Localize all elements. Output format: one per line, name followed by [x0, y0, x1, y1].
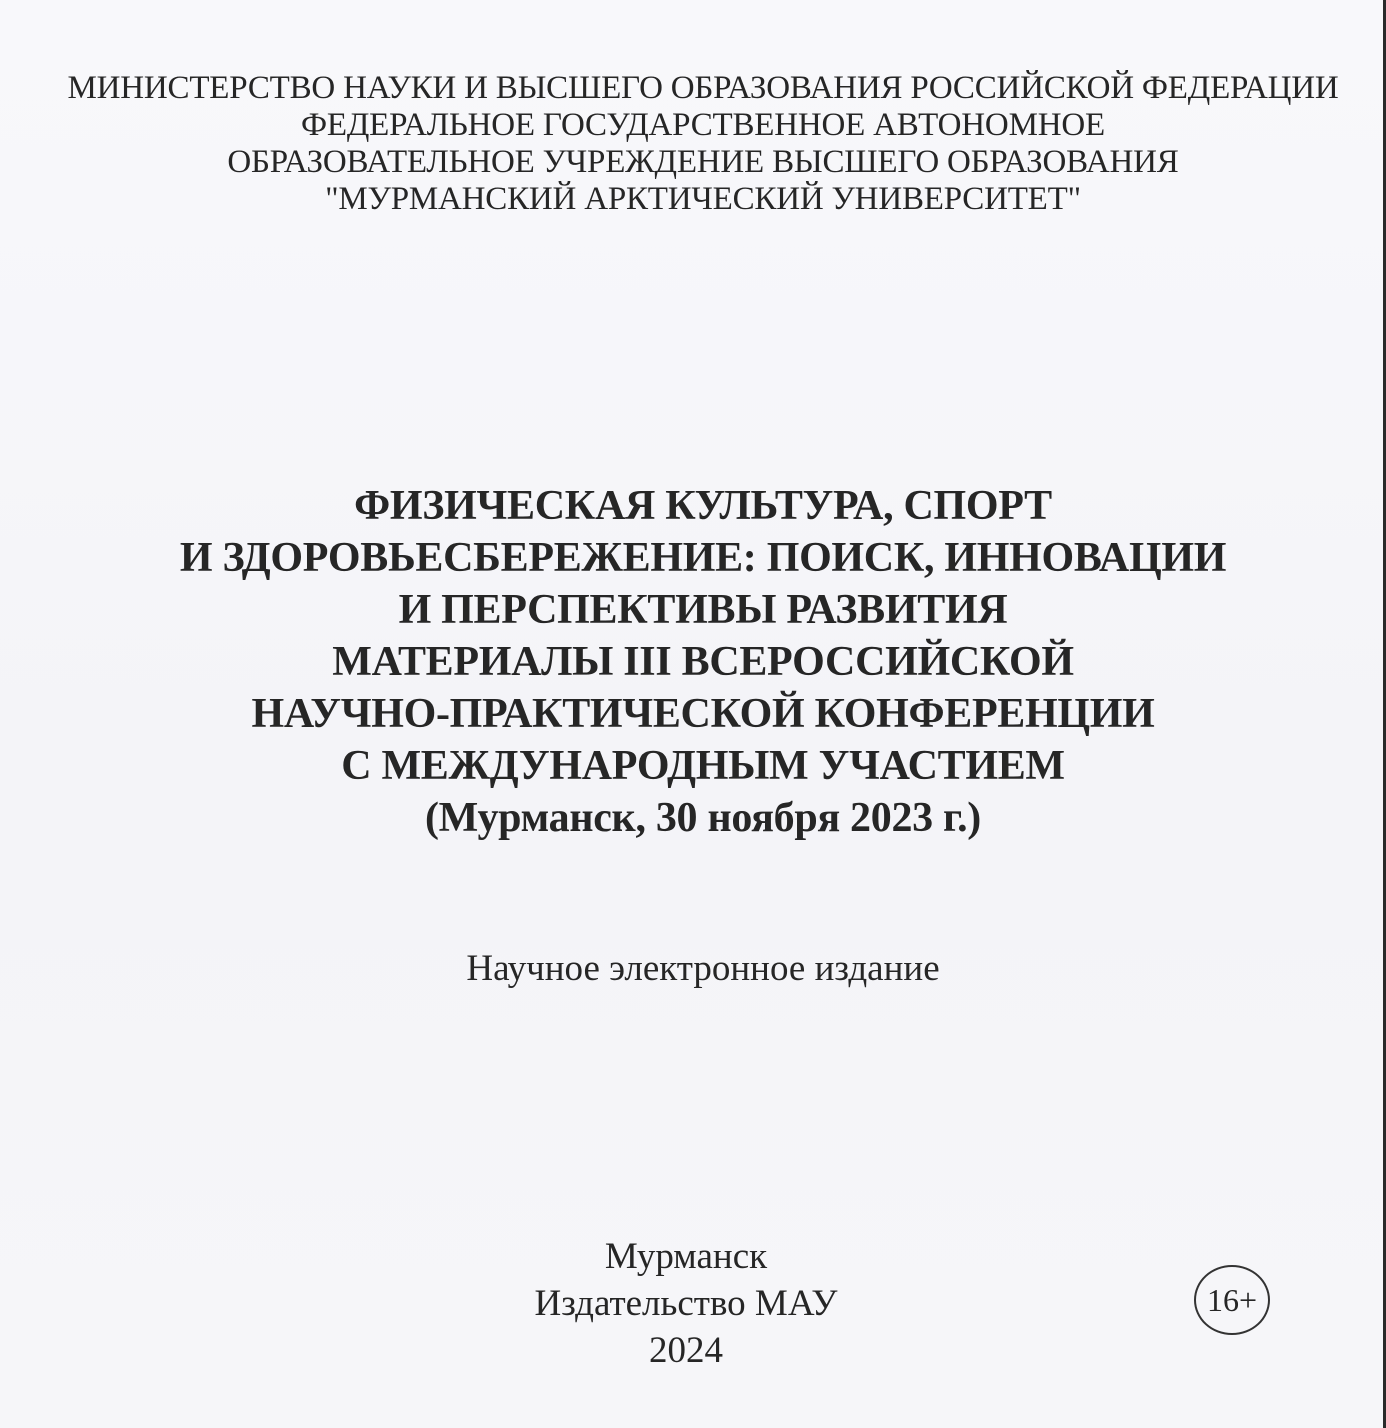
title-line-2: И ЗДОРОВЬЕСБЕРЕЖЕНИЕ: ПОИСК, ИННОВАЦИИ — [179, 535, 1227, 581]
imprint-year: 2024 — [649, 1330, 723, 1371]
publication-title — [0, 480, 1386, 844]
title-line-1: ФИЗИЧЕСКАЯ КУЛЬТУРА, СПОРТ — [354, 483, 1052, 529]
age-rating-badge: 16+ — [1194, 1265, 1270, 1335]
imprint-publisher: Издательство МАУ — [534, 1283, 838, 1324]
institution-header — [0, 70, 1386, 218]
header-line-university: "МУРМАНСКИЙ АРКТИЧЕСКИЙ УНИВЕРСИТЕТ" — [325, 181, 1081, 217]
header-line-ministry: МИНИСТЕРСТВО НАУКИ И ВЫСШЕГО ОБРАЗОВАНИЯ РОССИЙСКОЙ ФЕДЕРАЦИИ — [67, 70, 1339, 106]
header-line-institution: ОБРАЗОВАТЕЛЬНОЕ УЧРЕЖДЕНИЕ ВЫСШЕГО ОБРАЗОВАНИЯ — [227, 144, 1179, 180]
title-line-4: МАТЕРИАЛЫ III ВСЕРОССИЙСКОЙ — [332, 639, 1074, 685]
title-line-5: НАУЧНО-ПРАКТИЧЕСКОЙ КОНФЕРЕНЦИИ — [251, 691, 1155, 737]
title-line-date: (Мурманск, 30 ноября 2023 г.) — [425, 795, 981, 841]
imprint — [0, 1233, 1372, 1374]
edition-type: Научное электронное издание — [466, 948, 940, 989]
title-line-3: И ПЕРСПЕКТИВЫ РАЗВИТИЯ — [398, 587, 1008, 633]
imprint-city: Мурманск — [604, 1236, 768, 1277]
title-line-6: С МЕЖДУНАРОДНЫМ УЧАСТИЕМ — [341, 743, 1065, 789]
header-line-federal: ФЕДЕРАЛЬНОЕ ГОСУДАРСТВЕННОЕ АВТОНОМНОЕ — [301, 107, 1105, 143]
